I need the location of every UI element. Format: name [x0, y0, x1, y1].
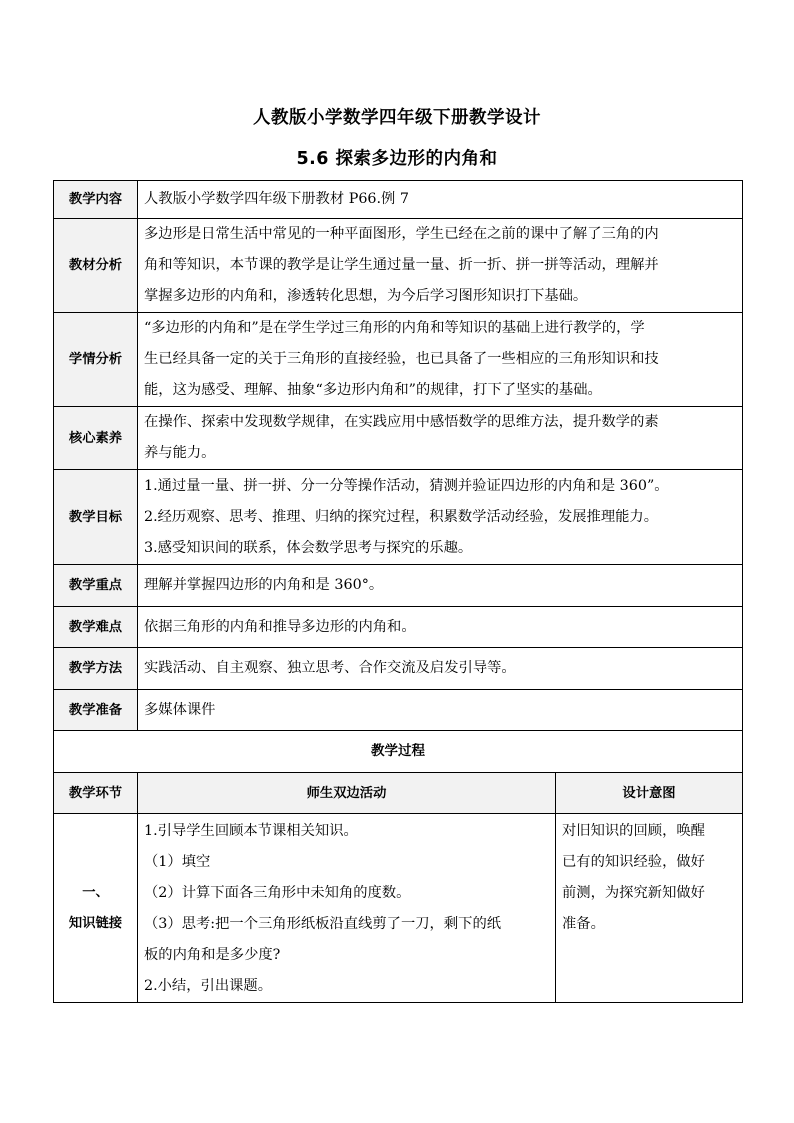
row-label: 教材分析 — [54, 219, 138, 313]
content-line: “多边形的内角和”是在学生学过三角形的内角和等知识的基础上进行教学的，学 — [144, 320, 645, 336]
process-section-title: 教学过程 — [54, 731, 743, 773]
content-line: 依据三角形的内角和推导多边形的内角和。 — [144, 618, 416, 635]
info-row — [54, 607, 743, 648]
process-header-row — [54, 773, 743, 814]
lesson-plan-table — [53, 180, 743, 1003]
row-content — [138, 181, 743, 219]
info-row — [54, 313, 743, 407]
content-line: 多媒体课件 — [144, 701, 216, 718]
info-row — [54, 690, 743, 731]
column-header-activities: 师生双边活动 — [138, 773, 556, 814]
info-row — [54, 470, 743, 565]
info-row — [54, 648, 743, 690]
intent-line: 对旧知识的回顾，唤醒 — [562, 823, 705, 839]
row-content — [138, 648, 743, 690]
row-content — [138, 565, 743, 607]
stage-name: 知识链接 — [68, 916, 123, 931]
row-content — [138, 607, 743, 648]
content-line: 3.感受知识间的联系，体会数学思考与探究的乐趣。 — [144, 539, 473, 556]
activity-line: 2.小结，引出课题。 — [144, 978, 273, 994]
row-label: 教学难点 — [54, 607, 138, 648]
info-row — [54, 181, 743, 219]
row-label: 教学方法 — [54, 648, 138, 690]
activity-line: 板的内角和是多少度? — [144, 947, 281, 963]
row-content — [138, 219, 743, 313]
content-line: 2.经历观察、思考、推理、归纳的探究过程，积累数学活动经验，发展推理能力。 — [144, 508, 659, 525]
stage-activities-cell — [138, 814, 556, 1003]
content-line: 角和等知识，本节课的教学是让学生通过量一量、折一折、拼一拼等活动，理解并 — [144, 257, 659, 273]
stage-intent-cell — [556, 814, 743, 1003]
content-line: 生已经具备一定的关于三角形的直接经验，也已具备了一些相应的三角形知识和技 — [144, 351, 659, 367]
content-line: 多边形是日常生活中常见的一种平面图形，学生已经在之前的课中了解了三角的内 — [144, 226, 659, 242]
info-row — [54, 565, 743, 607]
lesson-title: 5.6 探索多边形的内角和 — [296, 149, 498, 169]
stage-number: 一、 — [82, 885, 109, 900]
row-content — [138, 690, 743, 731]
row-label: 教学重点 — [54, 565, 138, 607]
content-line: 能，这为感受、理解、抽象“多边形内角和”的规律，打下了坚实的基础。 — [144, 382, 602, 398]
info-row — [54, 407, 743, 470]
info-row — [54, 219, 743, 313]
content-line: 人教版小学数学四年级下册教材 P66.例 7 — [144, 191, 409, 207]
intent-line: 已有的知识经验，做好 — [562, 854, 705, 870]
row-label: 教学目标 — [54, 470, 138, 565]
row-content — [138, 407, 743, 470]
document-title: 人教版小学数学四年级下册教学设计 — [253, 108, 541, 128]
column-header-intent: 设计意图 — [556, 773, 743, 814]
stage-label-cell — [54, 814, 138, 1003]
content-line: 养与能力。 — [144, 445, 216, 461]
activity-line: （3）思考:把一个三角形纸板沿直线剪了一刀，剩下的纸 — [144, 916, 502, 932]
row-content — [138, 470, 743, 565]
content-line: 1.通过量一量、拼一拼、分一分等操作活动，猜测并验证四边形的内角和是 360”。 — [144, 477, 669, 494]
activity-line: 1.引导学生回顾本节课相关知识。 — [144, 823, 358, 839]
stage-row — [54, 814, 743, 1003]
intent-line: 准备。 — [562, 916, 605, 932]
content-line: 理解并掌握四边形的内角和是 360°。 — [144, 577, 384, 593]
content-line: 掌握多边形的内角和，渗透转化思想，为今后学习图形知识打下基础。 — [144, 288, 588, 304]
intent-line: 前测，为探究新知做好 — [562, 885, 705, 901]
row-label: 教学准备 — [54, 690, 138, 731]
process-section-row — [54, 731, 743, 773]
content-line: 在操作、探索中发现数学规律，在实践应用中感悟数学的思维方法，提升数学的素 — [144, 414, 659, 430]
activity-line: （2）计算下面各三角形中未知角的度数。 — [144, 885, 411, 901]
row-label: 核心素养 — [54, 407, 138, 470]
activity-line: （1）填空 — [144, 854, 211, 870]
row-label: 教学内容 — [54, 181, 138, 219]
column-header-stage: 教学环节 — [54, 773, 138, 814]
row-content — [138, 313, 743, 407]
row-label: 学情分析 — [54, 313, 138, 407]
content-line: 实践活动、自主观察、独立思考、合作交流及启发引导等。 — [144, 660, 516, 676]
